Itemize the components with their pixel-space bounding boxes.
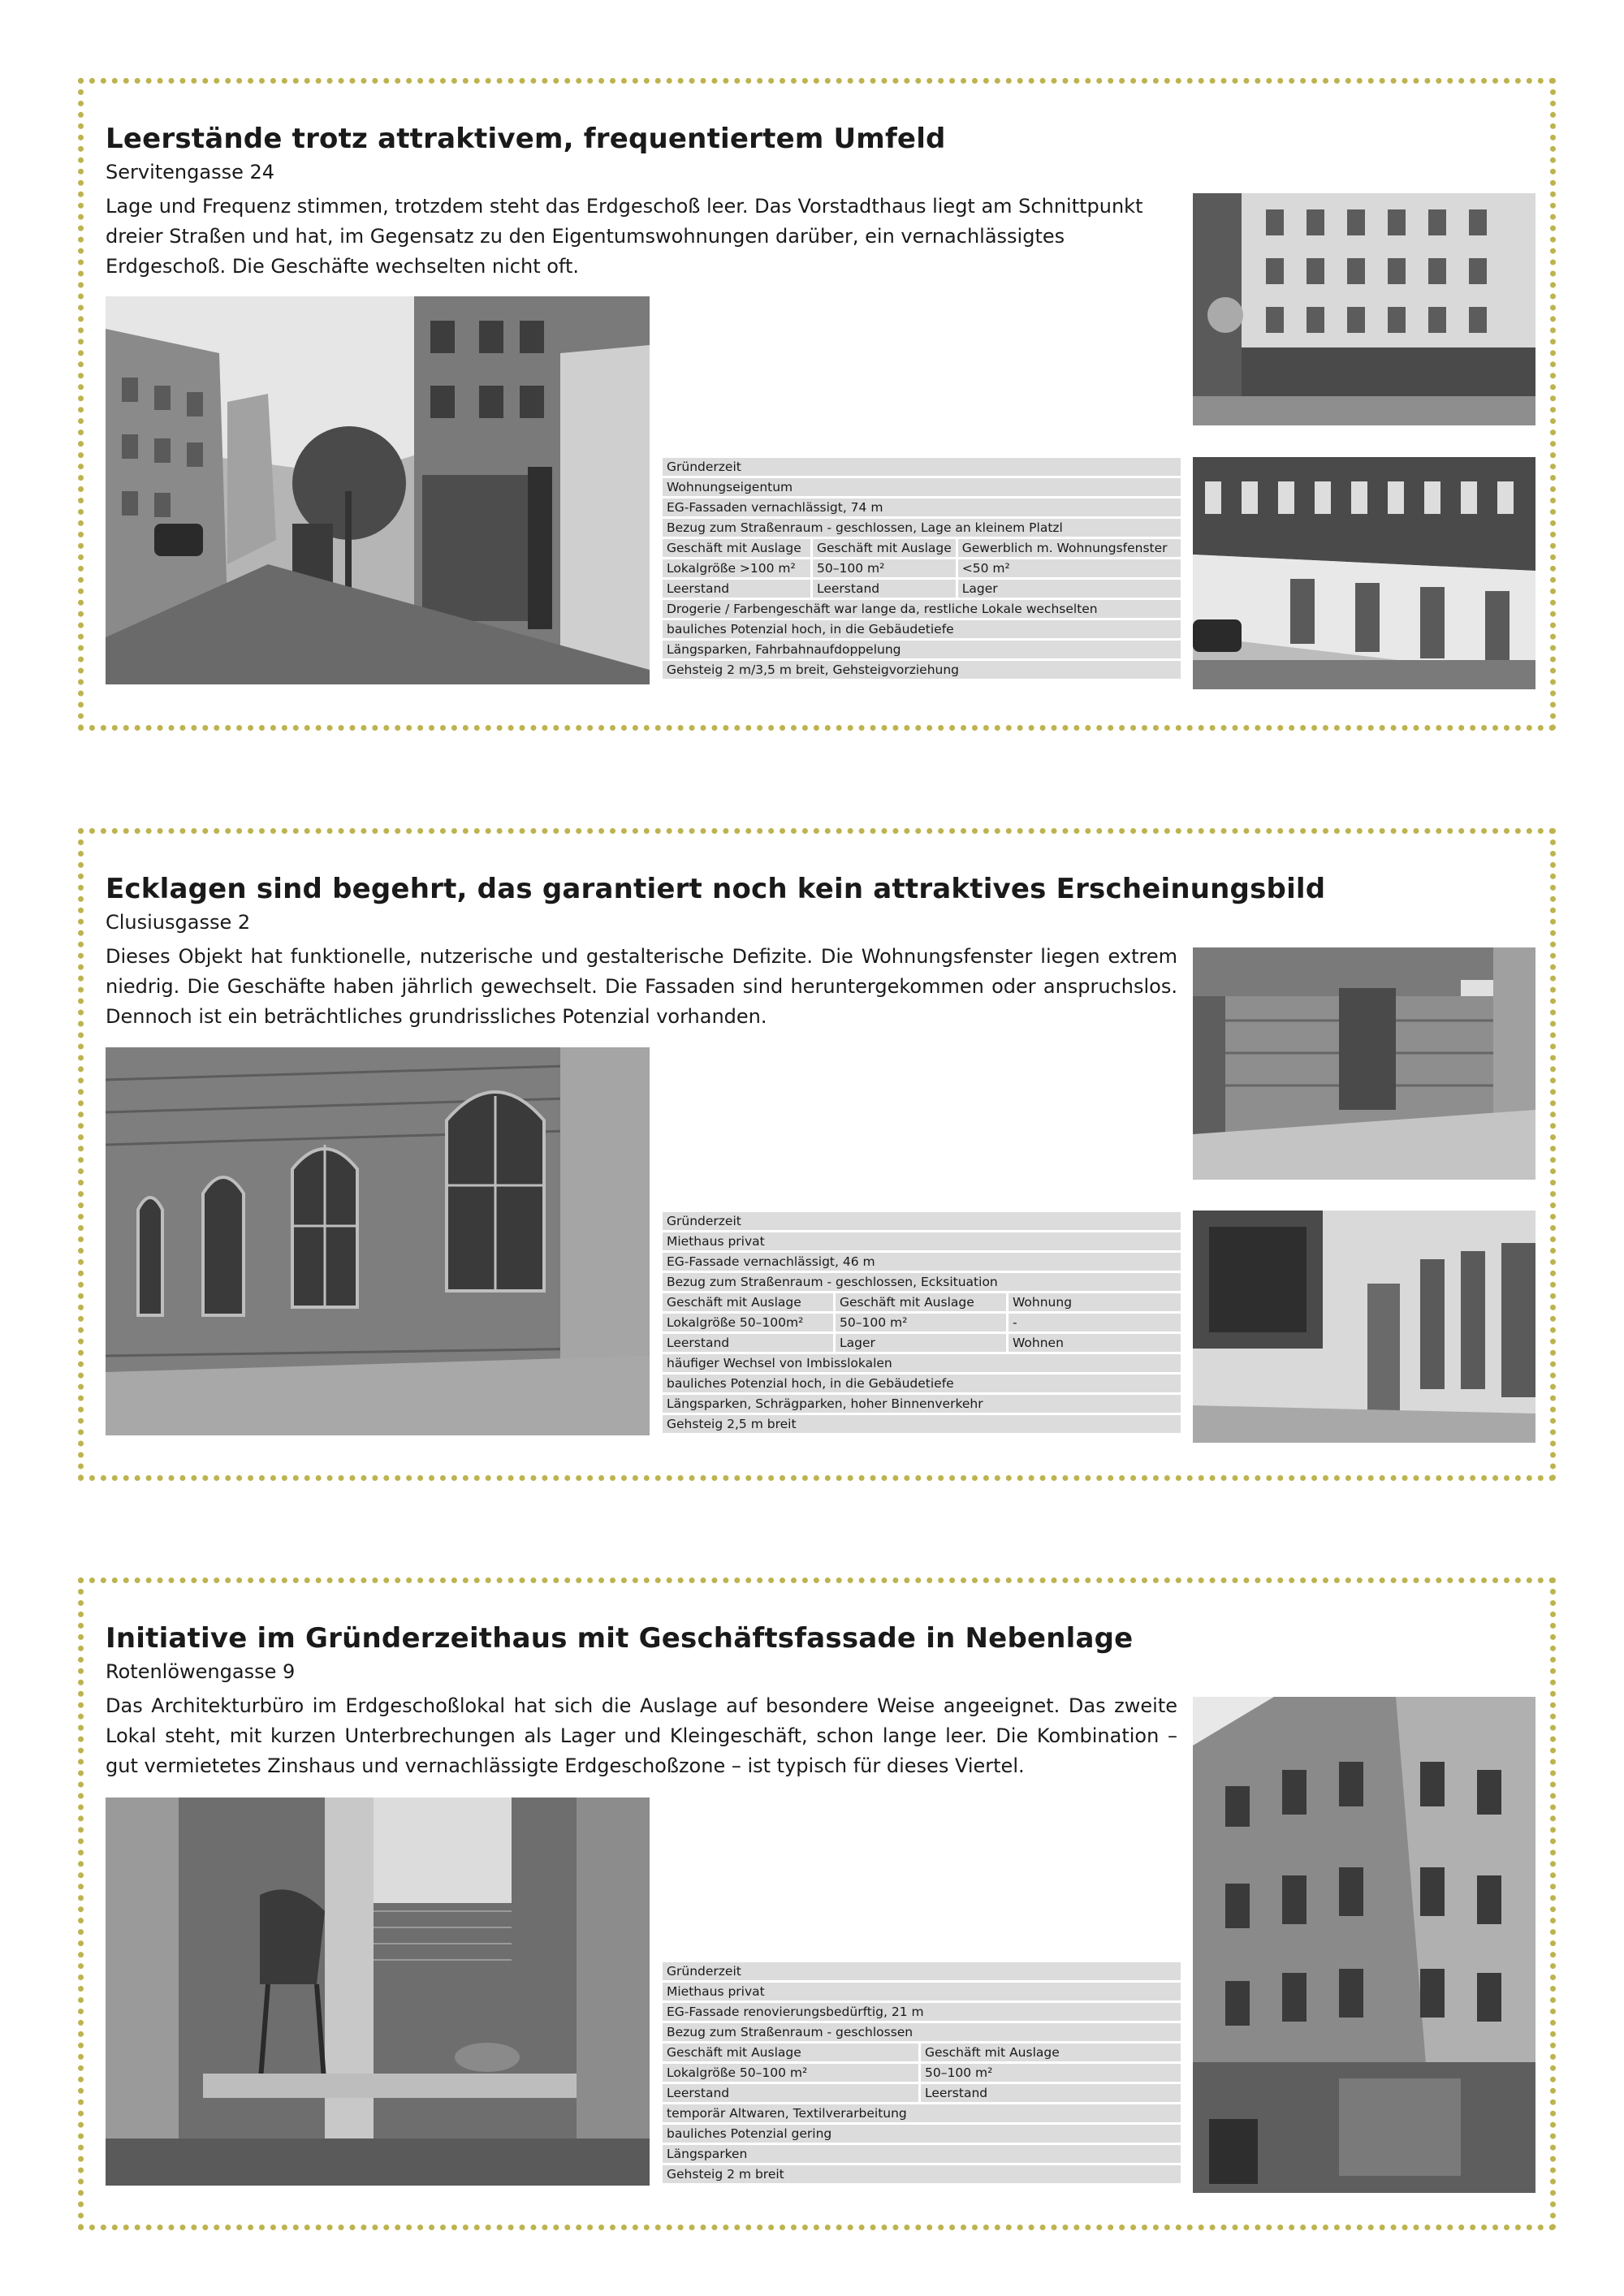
fact-table: [663, 1210, 1181, 1435]
fact-potenzial: bauliches Potenzial gering: [663, 2125, 1181, 2143]
fact-nutzung: Geschäft mit Auslage: [918, 2044, 1181, 2061]
section-address: Servitengasse 24: [106, 161, 275, 183]
fact-potenzial: bauliches Potenzial hoch, in die Gebäudetiefe: [663, 1375, 1181, 1392]
fact-status: Leerstand: [663, 580, 810, 598]
fact-status: Leerstand: [918, 2084, 1181, 2102]
fact-status: Lager: [833, 1334, 1006, 1352]
fact-geschichte: temporär Altwaren, Textilverarbeitung: [663, 2104, 1181, 2122]
fact-geschichte: Drogerie / Farbengeschäft war lange da, restliche Lokale wechselten: [663, 600, 1181, 618]
fact-bauzeit: Gründerzeit: [663, 458, 1181, 476]
street-photo: [106, 296, 650, 684]
fact-status: Leerstand: [663, 2084, 918, 2102]
section-description: Das Architekturbüro im Erdgeschoßlokal hat sich die Auslage auf besondere Weise angeeignet. Das zweite Lokal steht, mit kurzen Unterbrechungen als Lager und Kleingeschäft, schon lange leer. Die Kombination – gut vermietetes Zinshaus und vernachlässigte Erdgeschoßzone – ist typisch für dieses Viertel.: [106, 1694, 1177, 1777]
fact-table: [663, 455, 1181, 681]
section-title: Ecklagen sind begehrt, das garantiert noch kein attraktives Erscheinungsbild: [106, 873, 1326, 905]
fact-nutzung: Geschäft mit Auslage: [833, 1293, 1006, 1311]
section-address: Clusiusgasse 2: [106, 911, 251, 934]
fact-parken: Längsparken, Fahrbahnaufdoppelung: [663, 641, 1181, 658]
fact-lokalgroesse: Lokalgröße 50–100 m²: [663, 2064, 918, 2082]
fact-status: Lager: [956, 580, 1181, 598]
fact-nutzung: Geschäft mit Auslage: [663, 1293, 833, 1311]
fact-status: Leerstand: [810, 580, 956, 598]
fact-parken: Längsparken: [663, 2145, 1181, 2163]
fact-lokalgroesse: Lokalgröße 50–100m²: [663, 1314, 833, 1331]
fact-gehsteig: Gehsteig 2 m/3,5 m breit, Gehsteigvorziehung: [663, 661, 1181, 679]
fact-table: [663, 1960, 1181, 2186]
fact-bauzeit: Gründerzeit: [663, 1962, 1181, 1980]
fact-status: Wohnen: [1006, 1334, 1181, 1352]
fact-bauzeit: Gründerzeit: [663, 1212, 1181, 1230]
shop-window-chair-photo: [106, 1798, 650, 2186]
fact-parken: Längsparken, Schrägparken, hoher Binnenverkehr: [663, 1395, 1181, 1413]
corner-entrance-photo: [1193, 947, 1535, 1180]
fact-lokalgroesse: 50–100 m²: [833, 1314, 1006, 1331]
fact-nutzung: Geschäft mit Auslage: [810, 539, 956, 557]
section-clusiusgasse: [78, 828, 1556, 1481]
fact-gehsteig: Gehsteig 2,5 m breit: [663, 1415, 1181, 1433]
fact-lokalgroesse: -: [1006, 1314, 1181, 1331]
fact-strassenbezug: Bezug zum Straßenraum - geschlossen: [663, 2023, 1181, 2041]
shop-facade-photo: [1193, 457, 1535, 689]
building-corner-photo: [1193, 193, 1535, 425]
fact-strassenbezug: Bezug zum Straßenraum - geschlossen, Lage an kleinem Platzl: [663, 519, 1181, 537]
fact-eigentum: Miethaus privat: [663, 1983, 1181, 2000]
fact-fassade: EG-Fassade renovierungsbedürftig, 21 m: [663, 2003, 1181, 2021]
section-address: Rotenlöwengasse 9: [106, 1660, 296, 1683]
fact-nutzung: Wohnung: [1006, 1293, 1181, 1311]
fact-nutzung: Gewerblich m. Wohnungsfenster: [956, 539, 1181, 557]
fact-lokalgroesse: 50–100 m²: [918, 2064, 1181, 2082]
fact-gehsteig: Gehsteig 2 m breit: [663, 2165, 1181, 2183]
section-title: Leerstände trotz attraktivem, frequentiertem Umfeld: [106, 123, 946, 155]
fact-strassenbezug: Bezug zum Straßenraum - geschlossen, Ecksituation: [663, 1273, 1181, 1291]
empty-shop-window-photo: [1193, 1211, 1535, 1443]
fact-fassade: EG-Fassade vernachlässigt, 46 m: [663, 1253, 1181, 1271]
fact-lokalgroesse: 50–100 m²: [810, 559, 956, 577]
section-title: Initiative im Gründerzeithaus mit Geschäftsfassade in Nebenlage: [106, 1622, 1134, 1655]
section-servitengasse: [78, 78, 1556, 731]
fact-nutzung: Geschäft mit Auslage: [663, 539, 810, 557]
section-description: Dieses Objekt hat funktionelle, nutzerische und gestalterische Defizite. Die Wohnungsfenster liegen extrem niedrig. Die Geschäfte haben jährlich gewechselt. Die Fassaden sind heruntergekommen oder anspruchslos. Dennoch ist ein beträchtliches grundrissliches Potenzial vorhanden.: [106, 945, 1177, 1028]
fact-status: Leerstand: [663, 1334, 833, 1352]
fact-nutzung: Geschäft mit Auslage: [663, 2044, 918, 2061]
section-rotenloewengasse: [78, 1577, 1556, 2230]
fact-fassade: EG-Fassaden vernachlässigt, 74 m: [663, 498, 1181, 516]
fact-eigentum: Miethaus privat: [663, 1232, 1181, 1250]
fact-eigentum: Wohnungseigentum: [663, 478, 1181, 496]
fact-geschichte: häufiger Wechsel von Imbisslokalen: [663, 1354, 1181, 1372]
arched-windows-photo: [106, 1047, 650, 1435]
fact-lokalgroesse: <50 m²: [956, 559, 1181, 577]
fact-potenzial: bauliches Potenzial hoch, in die Gebäudetiefe: [663, 620, 1181, 638]
section-description: Lage und Frequenz stimmen, trotzdem steht das Erdgeschoß leer. Das Vorstadthaus liegt am Schnittpunkt dreier Straßen und hat, im Gegensatz zu den Eigentumswohnungen darüber, ein vernachlässigtes Erdgeschoß. Die Geschäfte wechselten nicht oft.: [106, 195, 1143, 278]
fact-lokalgroesse: Lokalgröße >100 m²: [663, 559, 810, 577]
gruenderzeit-facade-photo: [1193, 1697, 1535, 2193]
